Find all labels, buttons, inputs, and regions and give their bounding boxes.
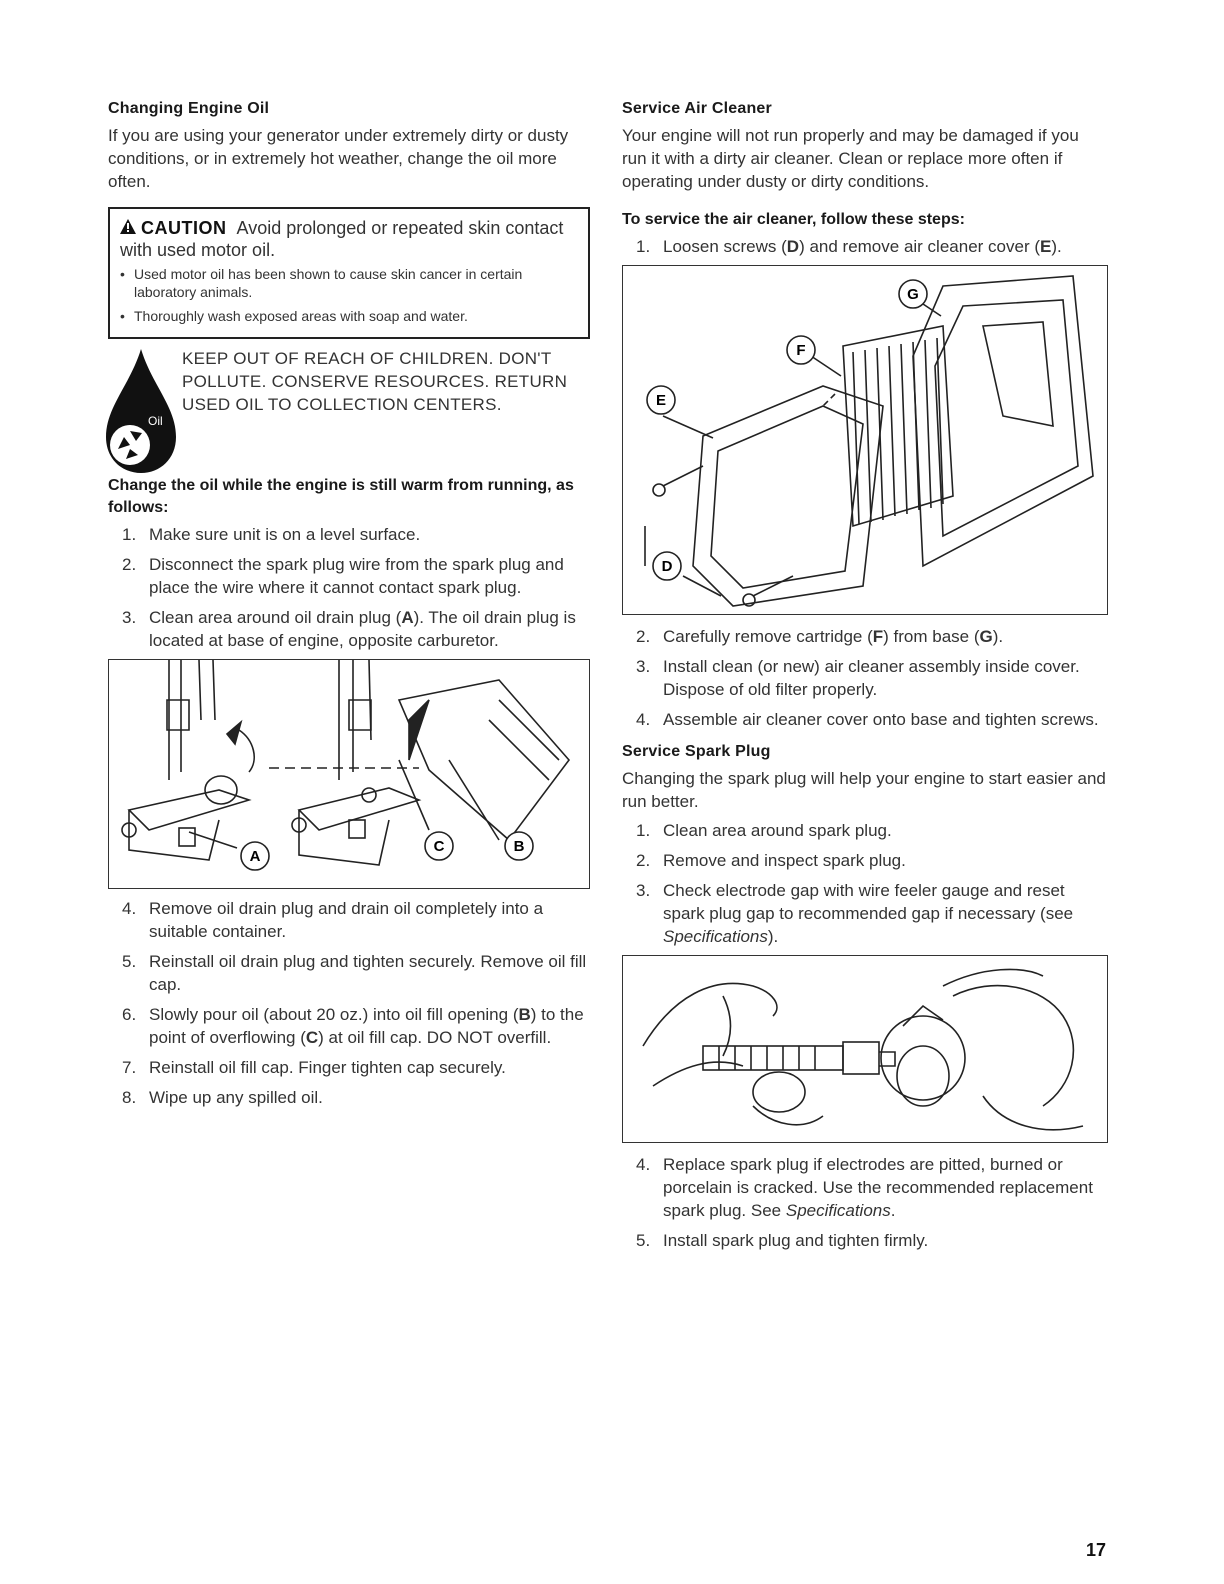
- caution-label: CAUTION: [141, 218, 227, 238]
- changing-engine-oil-heading: Changing Engine Oil: [108, 100, 270, 117]
- changing-oil-intro: If you are using your generator under extremely dirty or dusty conditions, or in extremely hot weather, change the oil more often.: [108, 126, 569, 191]
- callout-b: B: [513, 838, 525, 855]
- list-item: 5. Install spark plug and tighten firmly.: [636, 1231, 929, 1250]
- recycle-text: KEEP OUT OF REACH OF CHILDREN. DON'T POLLUTE. CONSERVE RESOURCES. RETURN USED OIL TO COLLECTION CENTERS.: [182, 349, 568, 414]
- air-cleaner-steps: [622, 235, 1108, 258]
- page-number: 17: [1086, 1540, 1107, 1560]
- oil-steps-list: [108, 523, 590, 652]
- oil-icon-label: Oil: [148, 414, 163, 428]
- recycle-notice: [108, 345, 590, 475]
- list-item: 4. Assemble air cleaner cover onto base and tighten screws.: [636, 710, 1099, 729]
- air-cleaner-intro: Your engine will not run properly and may be damaged if you run it with a dirty air cleaner. Clean or replace more often if operating under dusty or dirty conditions.: [622, 126, 1079, 191]
- oil-drain-figure: [108, 659, 590, 889]
- callout-d: D: [661, 558, 673, 575]
- caution-bullets: [120, 265, 578, 325]
- list-item: 8. Wipe up any spilled oil.: [122, 1088, 323, 1107]
- caution-text: Avoid prolonged or repeated skin contact with used motor oil.: [120, 218, 564, 260]
- list-item: 2. Remove and inspect spark plug.: [636, 851, 906, 870]
- spark-plug-intro: Changing the spark plug will help your engine to start easier and run better.: [622, 769, 1106, 811]
- list-item: 3. Clean area around oil drain plug (A). The oil drain plug is located at base of engine, opposite carburetor.: [122, 608, 576, 650]
- air-cleaner-figure: [622, 265, 1108, 615]
- air-cleaner-steps-continued: [622, 625, 1108, 731]
- caution-title: [120, 217, 578, 261]
- caution-box: [108, 207, 590, 339]
- list-item: 7. Reinstall oil fill cap. Finger tighten cap securely.: [122, 1058, 506, 1077]
- caution-bullet: • Thoroughly wash exposed areas with soap and water.: [120, 308, 468, 324]
- list-item: 1. Loosen screws (D) and remove air cleaner cover (E).: [636, 237, 1062, 256]
- list-item: 3. Check electrode gap with wire feeler gauge and reset spark plug gap to recommended gap if necessary (see Specifications).: [636, 881, 1074, 946]
- callout-g: G: [907, 286, 919, 303]
- list-item: 1. Clean area around spark plug.: [636, 821, 892, 840]
- list-item: 2. Carefully remove cartridge (F) from base (G).: [636, 627, 1004, 646]
- callout-e: E: [655, 392, 667, 409]
- list-item: 4. Replace spark plug if electrodes are pitted, burned or porcelain is cracked. Use the recommended replacement spark plug. See Specifications.: [636, 1155, 1093, 1220]
- air-cleaner-subheading: To service the air cleaner, follow these steps:: [622, 211, 965, 228]
- service-spark-plug-heading: Service Spark Plug: [622, 743, 771, 760]
- figure-callouts: [241, 832, 533, 870]
- callout-a: A: [249, 848, 261, 865]
- callout-f: F: [796, 342, 806, 359]
- list-item: 5. Reinstall oil drain plug and tighten securely. Remove oil fill cap.: [122, 952, 587, 994]
- callout-c: C: [433, 838, 445, 855]
- change-oil-subheading: Change the oil while the engine is still warm from running, as follows:: [108, 477, 574, 516]
- spark-plug-steps: [622, 819, 1108, 948]
- list-item: 6. Slowly pour oil (about 20 oz.) into oil fill opening (B) to the point of overflowing (C) at oil fill cap. DO NOT overfill.: [122, 1005, 584, 1047]
- right-column: [622, 100, 1108, 1259]
- service-air-cleaner-heading: Service Air Cleaner: [622, 100, 772, 117]
- spark-plug-steps-continued: [622, 1153, 1108, 1252]
- list-item: 1. Make sure unit is on a level surface.: [122, 525, 421, 544]
- warning-triangle-icon: [120, 218, 141, 238]
- list-item: 4. Remove oil drain plug and drain oil completely into a suitable container.: [122, 899, 544, 941]
- list-item: 2. Disconnect the spark plug wire from the spark plug and place the wire where it cannot contact spark plug.: [122, 555, 564, 597]
- oil-recycle-drop-icon: [100, 345, 182, 475]
- figure-callouts: [647, 280, 927, 580]
- list-item: 3. Install clean (or new) air cleaner assembly inside cover. Dispose of old filter properly.: [636, 657, 1080, 699]
- spark-plug-figure: [622, 955, 1108, 1143]
- caution-bullet: • Used motor oil has been shown to cause skin cancer in certain laboratory animals.: [120, 266, 523, 300]
- oil-steps-list-continued: [108, 897, 590, 1109]
- left-column: [108, 100, 590, 1116]
